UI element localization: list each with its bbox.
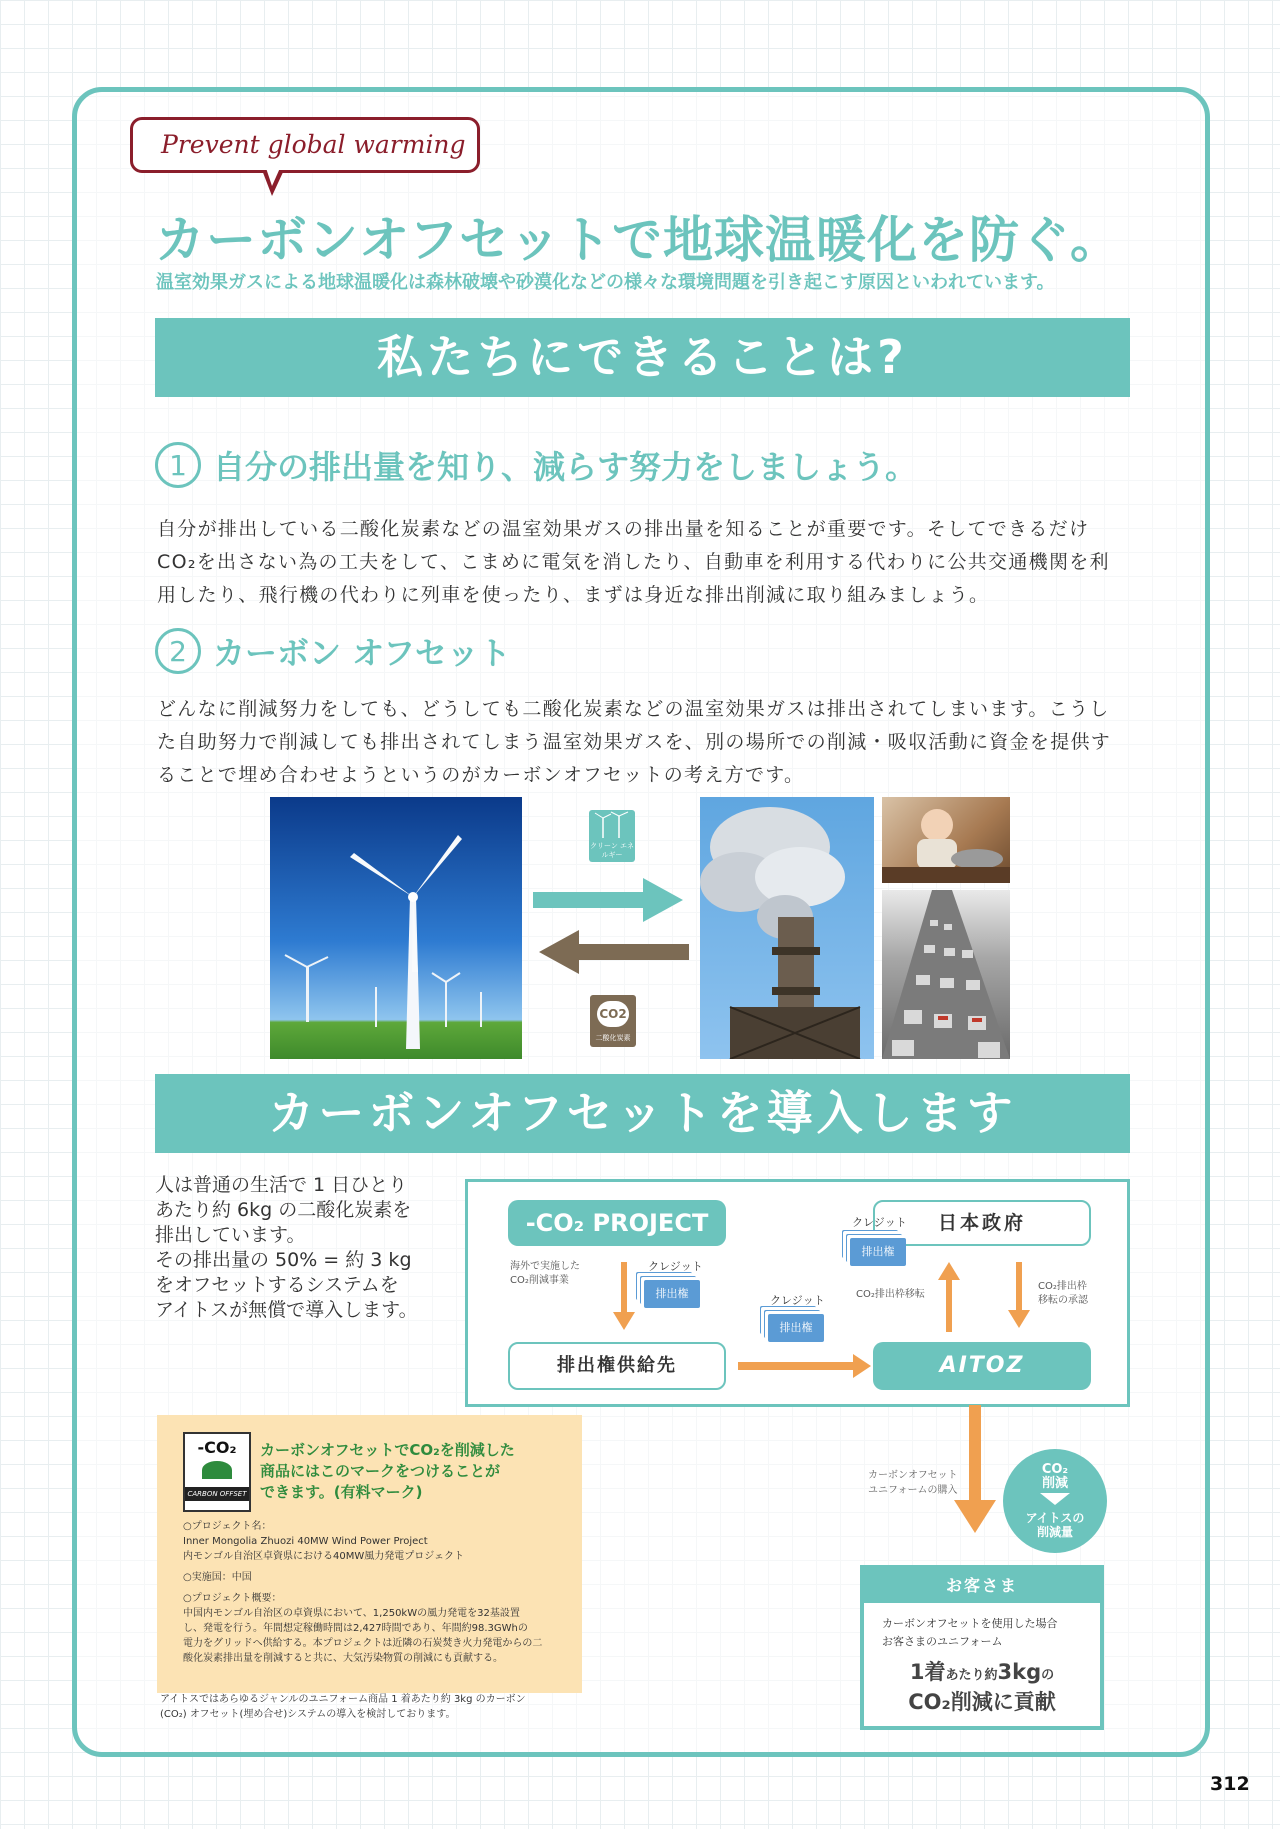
wind-turbine-illustration xyxy=(270,797,522,1059)
section-band-what-we-can-do: 私たちにできることは? xyxy=(155,318,1130,397)
co2-icon xyxy=(590,995,636,1047)
bubble-tail-inner xyxy=(266,168,280,186)
section2-line: た自助努力で削減しても排出されてしまう温室効果ガスを、別の場所での削減・吸収活動に資金を提供す xyxy=(157,731,1112,753)
approval-line: CO₂排出枠 xyxy=(1038,1281,1087,1292)
footer-line: アイトスではあらゆるジャンルのユニフォーム商品 1 着あたり約 3kg のカーボン xyxy=(160,1694,526,1705)
customer-box xyxy=(860,1565,1104,1730)
circle-top-line: 削減 xyxy=(1041,1476,1068,1491)
section1-line: 用したり、飛行機の代わりに列車を使ったり、まずは身近な排出削減に取り組みましょう。 xyxy=(157,584,990,606)
supplier-box: 排出権供給先 xyxy=(508,1342,726,1390)
japan-government-box: 日本政府 xyxy=(873,1200,1091,1246)
project-name-ja: 内モンゴル自治区卓資県における40MW風力発電プロジェクト xyxy=(183,1551,465,1562)
credit-label: クレジット xyxy=(852,1216,907,1229)
section2-title: カーボン オフセット xyxy=(213,634,511,672)
section1-title: 自分の排出量を知り、減らす努力をしましょう。 xyxy=(213,448,918,486)
project-name-en: Inner Mongolia Zhuozi 40MW Wind Power Project xyxy=(183,1536,428,1547)
factory-smoke-photo xyxy=(700,797,874,1059)
per-garment: 1着 xyxy=(909,1660,946,1684)
section1-line: 自分が排出している二酸化炭素などの温室効果ガスの排出量を知ることが重要です。そしてできるだけ xyxy=(157,518,1090,540)
customer-desc-line: カーボンオフセットを使用した場合 xyxy=(882,1617,1058,1630)
traffic-jam-photo xyxy=(882,890,1010,1059)
overseas-line: 海外で実施した xyxy=(510,1261,580,1272)
speech-bubble: Prevent global warming xyxy=(130,117,480,173)
intro-line: をオフセットするシステムを xyxy=(155,1274,399,1296)
of-label: の xyxy=(1041,1668,1055,1683)
overseas-note xyxy=(510,1260,580,1288)
turbine-glyph xyxy=(589,810,635,840)
mark-description xyxy=(260,1440,515,1503)
exchange-arrows xyxy=(533,878,689,978)
factory-illustration xyxy=(700,797,874,1059)
customer-desc-line: お客さまのユニフォーム xyxy=(882,1635,1003,1648)
circle-top xyxy=(1003,1449,1107,1491)
overview-line: し、発電を行う。年間想定稼働時間は2,427時間であり、年間約98.3GWhの xyxy=(183,1623,528,1634)
intro-line: 排出しています。 xyxy=(155,1224,306,1246)
overview-line: 酸化炭素排出量を削減すると共に、大気汚染物質の削減にも貢献する。 xyxy=(183,1653,503,1664)
customer-highlight-line2: CO₂削減に貢献 xyxy=(908,1690,1056,1714)
purchase-line: カーボンオフセット xyxy=(868,1470,958,1481)
approval-line: 移転の承認 xyxy=(1038,1295,1088,1306)
emission-credit-card: 排出権 xyxy=(768,1314,824,1342)
offset-flow-diagram xyxy=(465,1179,1130,1407)
carbon-offset-mark-box xyxy=(157,1415,582,1693)
traffic-illustration xyxy=(882,890,1010,1059)
intro-line: その排出量の 50% = 約 3 kg xyxy=(155,1249,412,1271)
logo-text: CARBON OFFSET xyxy=(185,1487,249,1501)
customer-heading: お客さま xyxy=(864,1569,1100,1603)
carbon-offset-logo xyxy=(183,1432,251,1512)
section2-line: どんなに削減努力をしても、どうしても二酸化炭素などの温室効果ガスは排出されてしまいます。こうし xyxy=(157,698,1110,720)
intro-line: あたり約 6kg の二酸化炭素を xyxy=(155,1199,412,1221)
purchase-note xyxy=(868,1468,958,1498)
mark-line: できます。(有料マーク) xyxy=(260,1483,423,1501)
project-info xyxy=(183,1519,573,1666)
section2-paragraph xyxy=(157,693,1132,792)
co2-cloud: CO2 xyxy=(597,1001,629,1027)
circle-bottom-line: 削減量 xyxy=(1036,1525,1073,1539)
section1-heading xyxy=(155,442,917,488)
aitoz-box: AITOZ xyxy=(873,1342,1091,1390)
page-number: 312 xyxy=(1210,1773,1250,1795)
customer-highlight xyxy=(864,1659,1100,1715)
credit-label: クレジット xyxy=(770,1294,825,1307)
section2-line: ることで埋め合わせようというのがカーボンオフセットの考え方です。 xyxy=(157,764,805,786)
clean-energy-icon xyxy=(589,810,635,862)
overseas-line: CO₂削減事業 xyxy=(510,1275,569,1286)
emission-credit-card: 排出権 xyxy=(850,1238,906,1266)
overview-line: 電力をグリッドへ供給する。本プロジェクトは近隣の石炭焚き火力発電からの二 xyxy=(183,1638,543,1649)
logo-co2: -CO₂ xyxy=(197,1438,237,1457)
overview-line: 中国内モンゴル自治区の卓資県において、1,250kWの風力発電を32基設置 xyxy=(183,1608,520,1619)
section1-line: CO₂を出さない為の工夫をして、こまめに電気を消したり、自動車を利用する代わりに公共交通機関を利 xyxy=(157,551,1110,573)
leaf-icon xyxy=(202,1461,232,1479)
footer-note xyxy=(160,1692,526,1722)
purchase-line: ユニフォームの購入 xyxy=(868,1485,958,1496)
amount-value: 3kg xyxy=(997,1660,1042,1684)
intro-line: 人は普通の生活で 1 日ひとり xyxy=(155,1174,408,1196)
circle-top-line: CO₂ xyxy=(1041,1462,1069,1477)
page-title: カーボンオフセットで地球温暖化を防ぐ。 xyxy=(155,211,1121,269)
co2-project-box: -CO₂ PROJECT xyxy=(508,1200,726,1246)
wind-turbine-photo xyxy=(270,797,522,1059)
intro-text xyxy=(155,1173,445,1323)
mark-line: 商品にはこのマークをつけることが xyxy=(260,1462,501,1480)
approx-label: 約 xyxy=(984,1668,998,1683)
credit-label: クレジット xyxy=(648,1260,703,1273)
section1-paragraph xyxy=(157,513,1132,612)
customer-desc xyxy=(864,1603,1100,1651)
per-label: あたり xyxy=(945,1668,985,1683)
emission-credit-card: 排出権 xyxy=(644,1280,700,1308)
section1-number: 1 xyxy=(155,442,201,488)
down-triangle-icon xyxy=(1040,1493,1070,1505)
section2-number: 2 xyxy=(155,628,201,674)
transfer-note: CO₂排出枠移転 xyxy=(856,1289,925,1300)
household-illustration xyxy=(882,797,1010,883)
reduction-circle xyxy=(1003,1449,1107,1553)
intro-line: アイトスが無償で導入します。 xyxy=(155,1299,418,1321)
project-country: ○実施国：中国 xyxy=(183,1572,252,1583)
circle-bottom xyxy=(1003,1511,1107,1539)
page-subtitle: 温室効果ガスによる地球温暖化は森林破壊や砂漠化などの様々な環境問題を引き起こす原因といわれています。 xyxy=(156,272,1055,293)
clean-energy-label: クリーン エネルギー xyxy=(589,842,635,859)
approval-note xyxy=(1038,1280,1088,1308)
footer-line: (CO₂) オフセット(埋め合せ)システムの導入を検討しております。 xyxy=(160,1709,456,1720)
customer-highlight-line1 xyxy=(864,1659,1100,1689)
household-photo xyxy=(882,797,1010,883)
section2-heading xyxy=(155,628,511,674)
section-band-introduce-offset: カーボンオフセットを導入します xyxy=(155,1074,1130,1153)
project-label: ○プロジェクト名： xyxy=(183,1521,272,1532)
overview-label: ○プロジェクト概要： xyxy=(183,1593,282,1604)
co2-sub-label: 二酸化炭素 xyxy=(595,1034,631,1042)
mark-line: カーボンオフセットでCO₂を削減した xyxy=(260,1441,515,1459)
circle-bottom-line: アイトスの xyxy=(1025,1511,1085,1525)
